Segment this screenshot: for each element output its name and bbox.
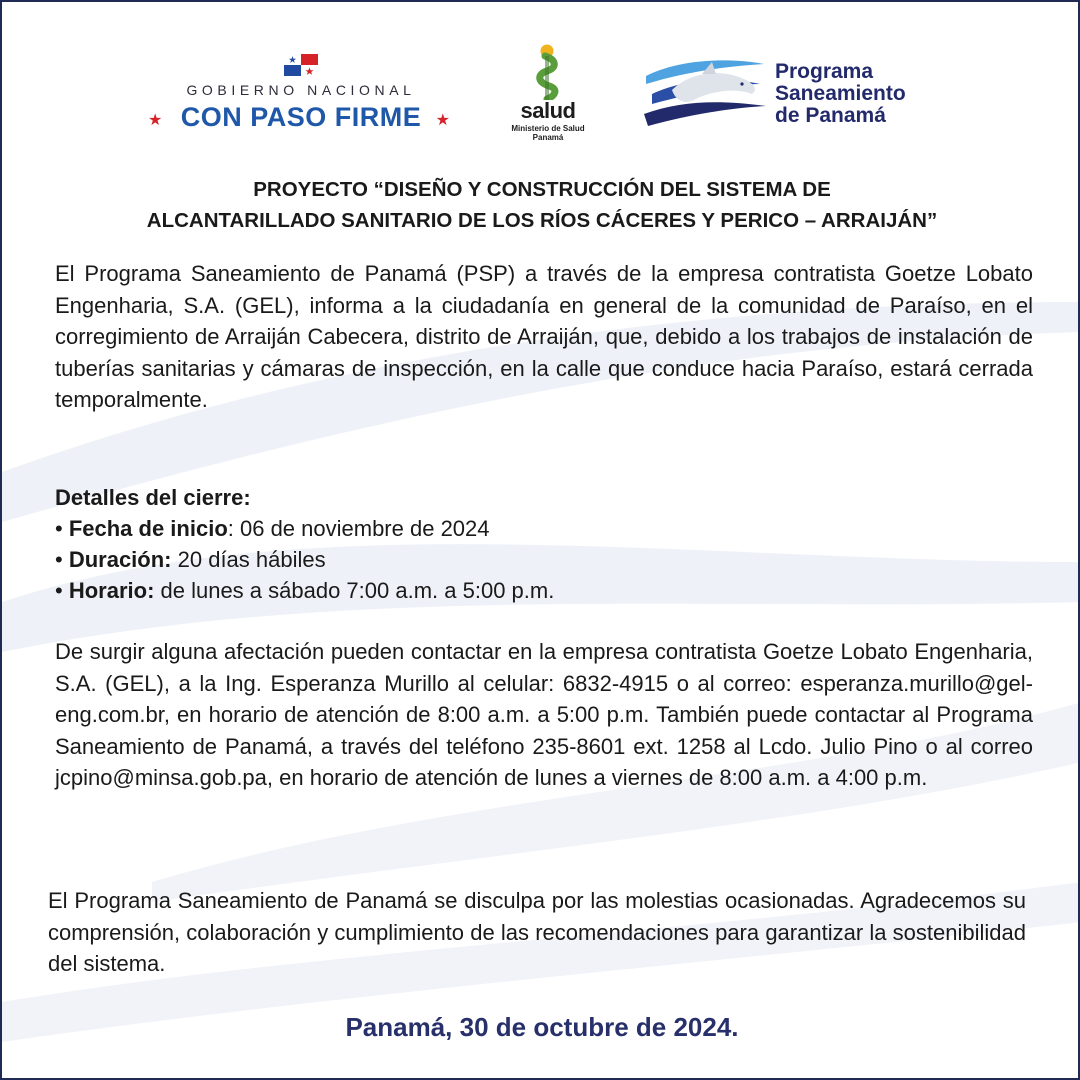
detail-duration — [55, 544, 1033, 575]
detail-value: de lunes a sábado 7:00 a.m. a 5:00 p.m. — [154, 578, 555, 603]
detail-value: 20 días hábiles — [171, 547, 326, 572]
psp-de-panama-text: de Panamá — [775, 104, 886, 127]
ministerio-text: Ministerio de Salud — [511, 124, 585, 133]
panama-text: Panamá — [532, 133, 564, 142]
project-title — [62, 174, 1022, 236]
gobierno-nacional-text: GOBIERNO NACIONAL — [186, 82, 416, 98]
psp-programa-text: Programa — [775, 60, 874, 83]
bullet: • — [55, 547, 69, 572]
contact-paragraph: De surgir alguna afectación pueden contactar en la empresa contratista Goetze Lobato Engenharia, S.A. (GEL), a la Ing. Esperanza Murillo al celular: 6832-4915 o al correo: esperanza.murillo@gel-eng.com.br, en horario de atención de 8:00 a.m. a 5:00 p.m. También puede contactar al Programa Saneamiento de Panamá, a través del teléfono 235-8601 ext. 1258 al Lcdo. Julio Pino o al correo jcpino@minsa.gob.pa, en horario de atención de lunes a viernes de 8:00 a.m. a 4:00 p.m. — [55, 639, 1033, 790]
detail-value: : 06 de noviembre de 2024 — [227, 516, 490, 541]
closing-paragraph: El Programa Saneamiento de Panamá se disculpa por las molestias ocasionadas. Agradecemos su comprensión, colaboración y cumplimiento de las recomendaciones para garantizar la sostenibilidad del sistema. — [48, 888, 1026, 976]
psp-saneamiento-text: Saneamiento — [775, 82, 906, 105]
panama-flag-icon — [284, 54, 318, 76]
project-title-line-1: PROYECTO “DISEÑO Y CONSTRUCCIÓN DEL SISTEMA DE — [253, 178, 831, 201]
con-paso-firme-text: CON PASO FIRME — [180, 102, 422, 132]
bullet: • — [55, 578, 69, 603]
project-title-line-2: ALCANTARILLADO SANITARIO DE LOS RÍOS CÁCERES Y PERICO – ARRAIJÁN” — [146, 209, 938, 232]
bullet: • — [55, 516, 69, 541]
star-icon: ★ — [148, 112, 163, 129]
detail-label: Fecha de inicio — [68, 516, 228, 541]
dolphin-logo-icon — [642, 54, 768, 130]
serpent-emblem-icon — [527, 44, 569, 100]
detail-label: Duración: — [68, 547, 172, 572]
details-heading: Detalles del cierre: — [55, 485, 251, 510]
gobierno-nacional-logo — [148, 50, 454, 140]
ministerio-salud-logo — [502, 44, 594, 144]
intro-paragraph: El Programa Saneamiento de Panamá (PSP) a través de la empresa contratista Goetze Lobato Engenharia, S.A. (GEL), informa a la ciudadanía en general de la comunidad de Paraíso, en el corregimiento de Arraiján Cabecera, distrito de Arraiján, que, debido a los trabajos de instalación de tuberías sanitarias y cámaras de inspección, en la calle que conduce hacia Paraíso, estará cerrada temporalmente. — [55, 261, 1033, 412]
detail-start-date — [55, 513, 1033, 544]
salud-wordmark: salud — [520, 98, 576, 123]
detail-schedule — [55, 575, 1033, 606]
date-line: Panamá, 30 de octubre de 2024. — [345, 1012, 739, 1042]
programa-saneamiento-logo — [642, 54, 952, 134]
star-icon: ★ — [435, 112, 450, 129]
closure-details — [55, 482, 1033, 606]
detail-label: Horario: — [68, 578, 155, 603]
